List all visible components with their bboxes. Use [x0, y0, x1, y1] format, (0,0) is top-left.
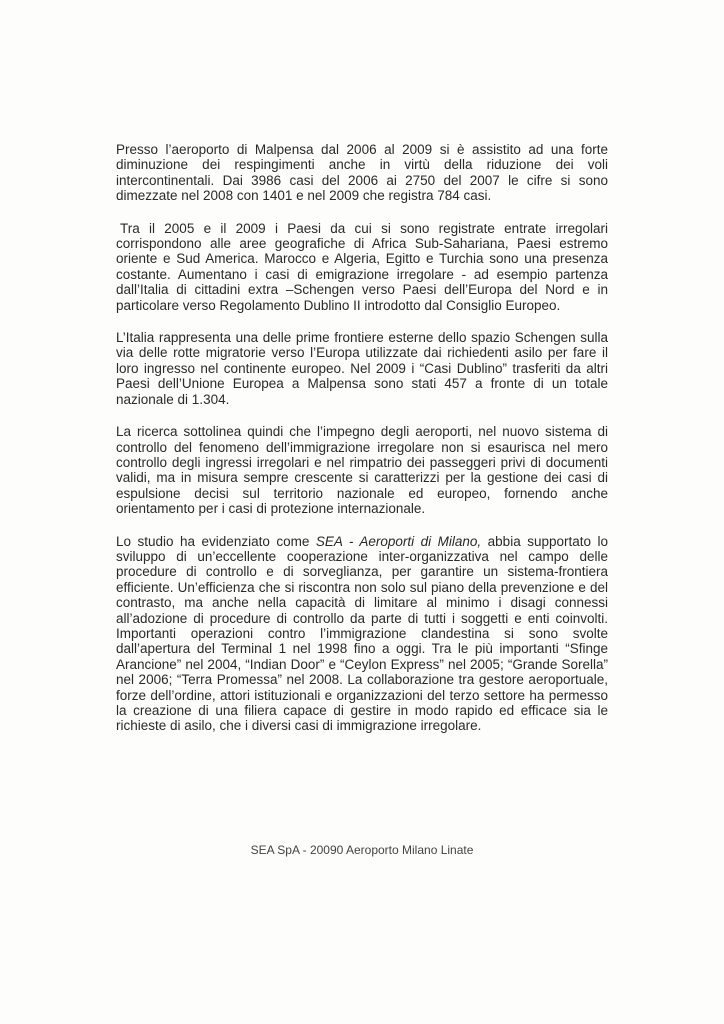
- paragraph-studio-sea-intro: Lo studio ha evidenziato come: [116, 533, 316, 549]
- document-body: [116, 142, 608, 751]
- paragraph-paesi-entrate-irregolari: Tra il 2005 e il 2009 i Paesi da cui si sono registrate entrate irregolari corrispondono alle aree geografiche di Africa Sub-Sahariana, Paesi estremo oriente e Sud America. Marocco e Algeria, Egitto e Turchia sono una presenza costante. Aumentano i casi di emigrazione irregolare - ad esempio partenza dall’Italia di cittadini extra –Schengen verso Paesi dell’Europa del Nord e in particolare verso Regolamento Dublino II introdotto dal Consiglio Europeo.: [116, 220, 608, 313]
- sea-name-emphasis: SEA - Aeroporti di Milano,: [315, 533, 482, 549]
- paragraph-malpensa-respingimenti: Presso l’aeroporto di Malpensa dal 2006 al 2009 si è assistito ad una forte diminuzione dei respingimenti anche in virtù della riduzione dei voli intercontinentali. Dai 3986 casi del 2006 ai 2750 del 2007 le cifre si sono dimezzate nel 2008 con 1401 e nel 2009 che registra 784 casi.: [116, 142, 608, 204]
- page-footer: SEA SpA - 20090 Aeroporto Milano Linate: [250, 843, 474, 857]
- paragraph-studio-sea-body: abbia supportato lo sviluppo di un’eccellente cooperazione inter-organizzativa nel campo delle procedure di controllo e di sorveglianza, per garantire un sistema-frontiera efficiente. Un’efficienza che si riscontra non solo sul piano della prevenzione e del contrasto, ma anche nella capacità di limitare al minimo i disagi connessi all’adozione di procedure di controllo da parte di tutti i soggetti e enti coinvolti. Importanti operazioni contro l’immigrazione clandestina si sono svolte dall’apertura del Terminal 1 nel 1998 fino a oggi. Tra le più importanti “Sfinge Arancione” nel 2004, “Indian Door” e “Ceylon Express” nel 2005; “Grande Sorella” nel 2006; “Terra Promessa” nel 2008. La collaborazione tra gestore aeroportuale, forze dell’ordine, attori istituzionali e organizzazioni del terzo settore ha permesso la creazione di una filiera capace di gestire in modo rapido ed efficace sia le richieste di asilo, che i diversi casi di immigrazione irregolare.: [116, 533, 608, 734]
- paragraph-studio-sea: [116, 534, 608, 734]
- paragraph-ricerca-aeroporti: La ricerca sottolinea quindi che l’impegno degli aeroporti, nel nuovo sistema di controllo del fenomeno dell’immigrazione irregolare non si esaurisca nel mero controllo degli ingressi irregolari e nel rimpatrio dei passeggeri privi di documenti validi, ma in misura sempre crescente si caratterizzi per la gestione dei casi di espulsione decisi sul territorio nazionale ed europeo, fornendo anche orientamento per i casi di protezione internazionale.: [116, 424, 608, 517]
- paragraph-italia-frontiere-schengen: L’Italia rappresenta una delle prime frontiere esterne dello spazio Schengen sulla via delle rotte migratorie verso l’Europa utilizzate dai richiedenti asilo per fare il loro ingresso nel continente europeo. Nel 2009 i “Casi Dublino” trasferiti da altri Paesi dell’Unione Europea a Malpensa sono stati 457 a fronte di un totale nazionale di 1.304.: [116, 330, 608, 407]
